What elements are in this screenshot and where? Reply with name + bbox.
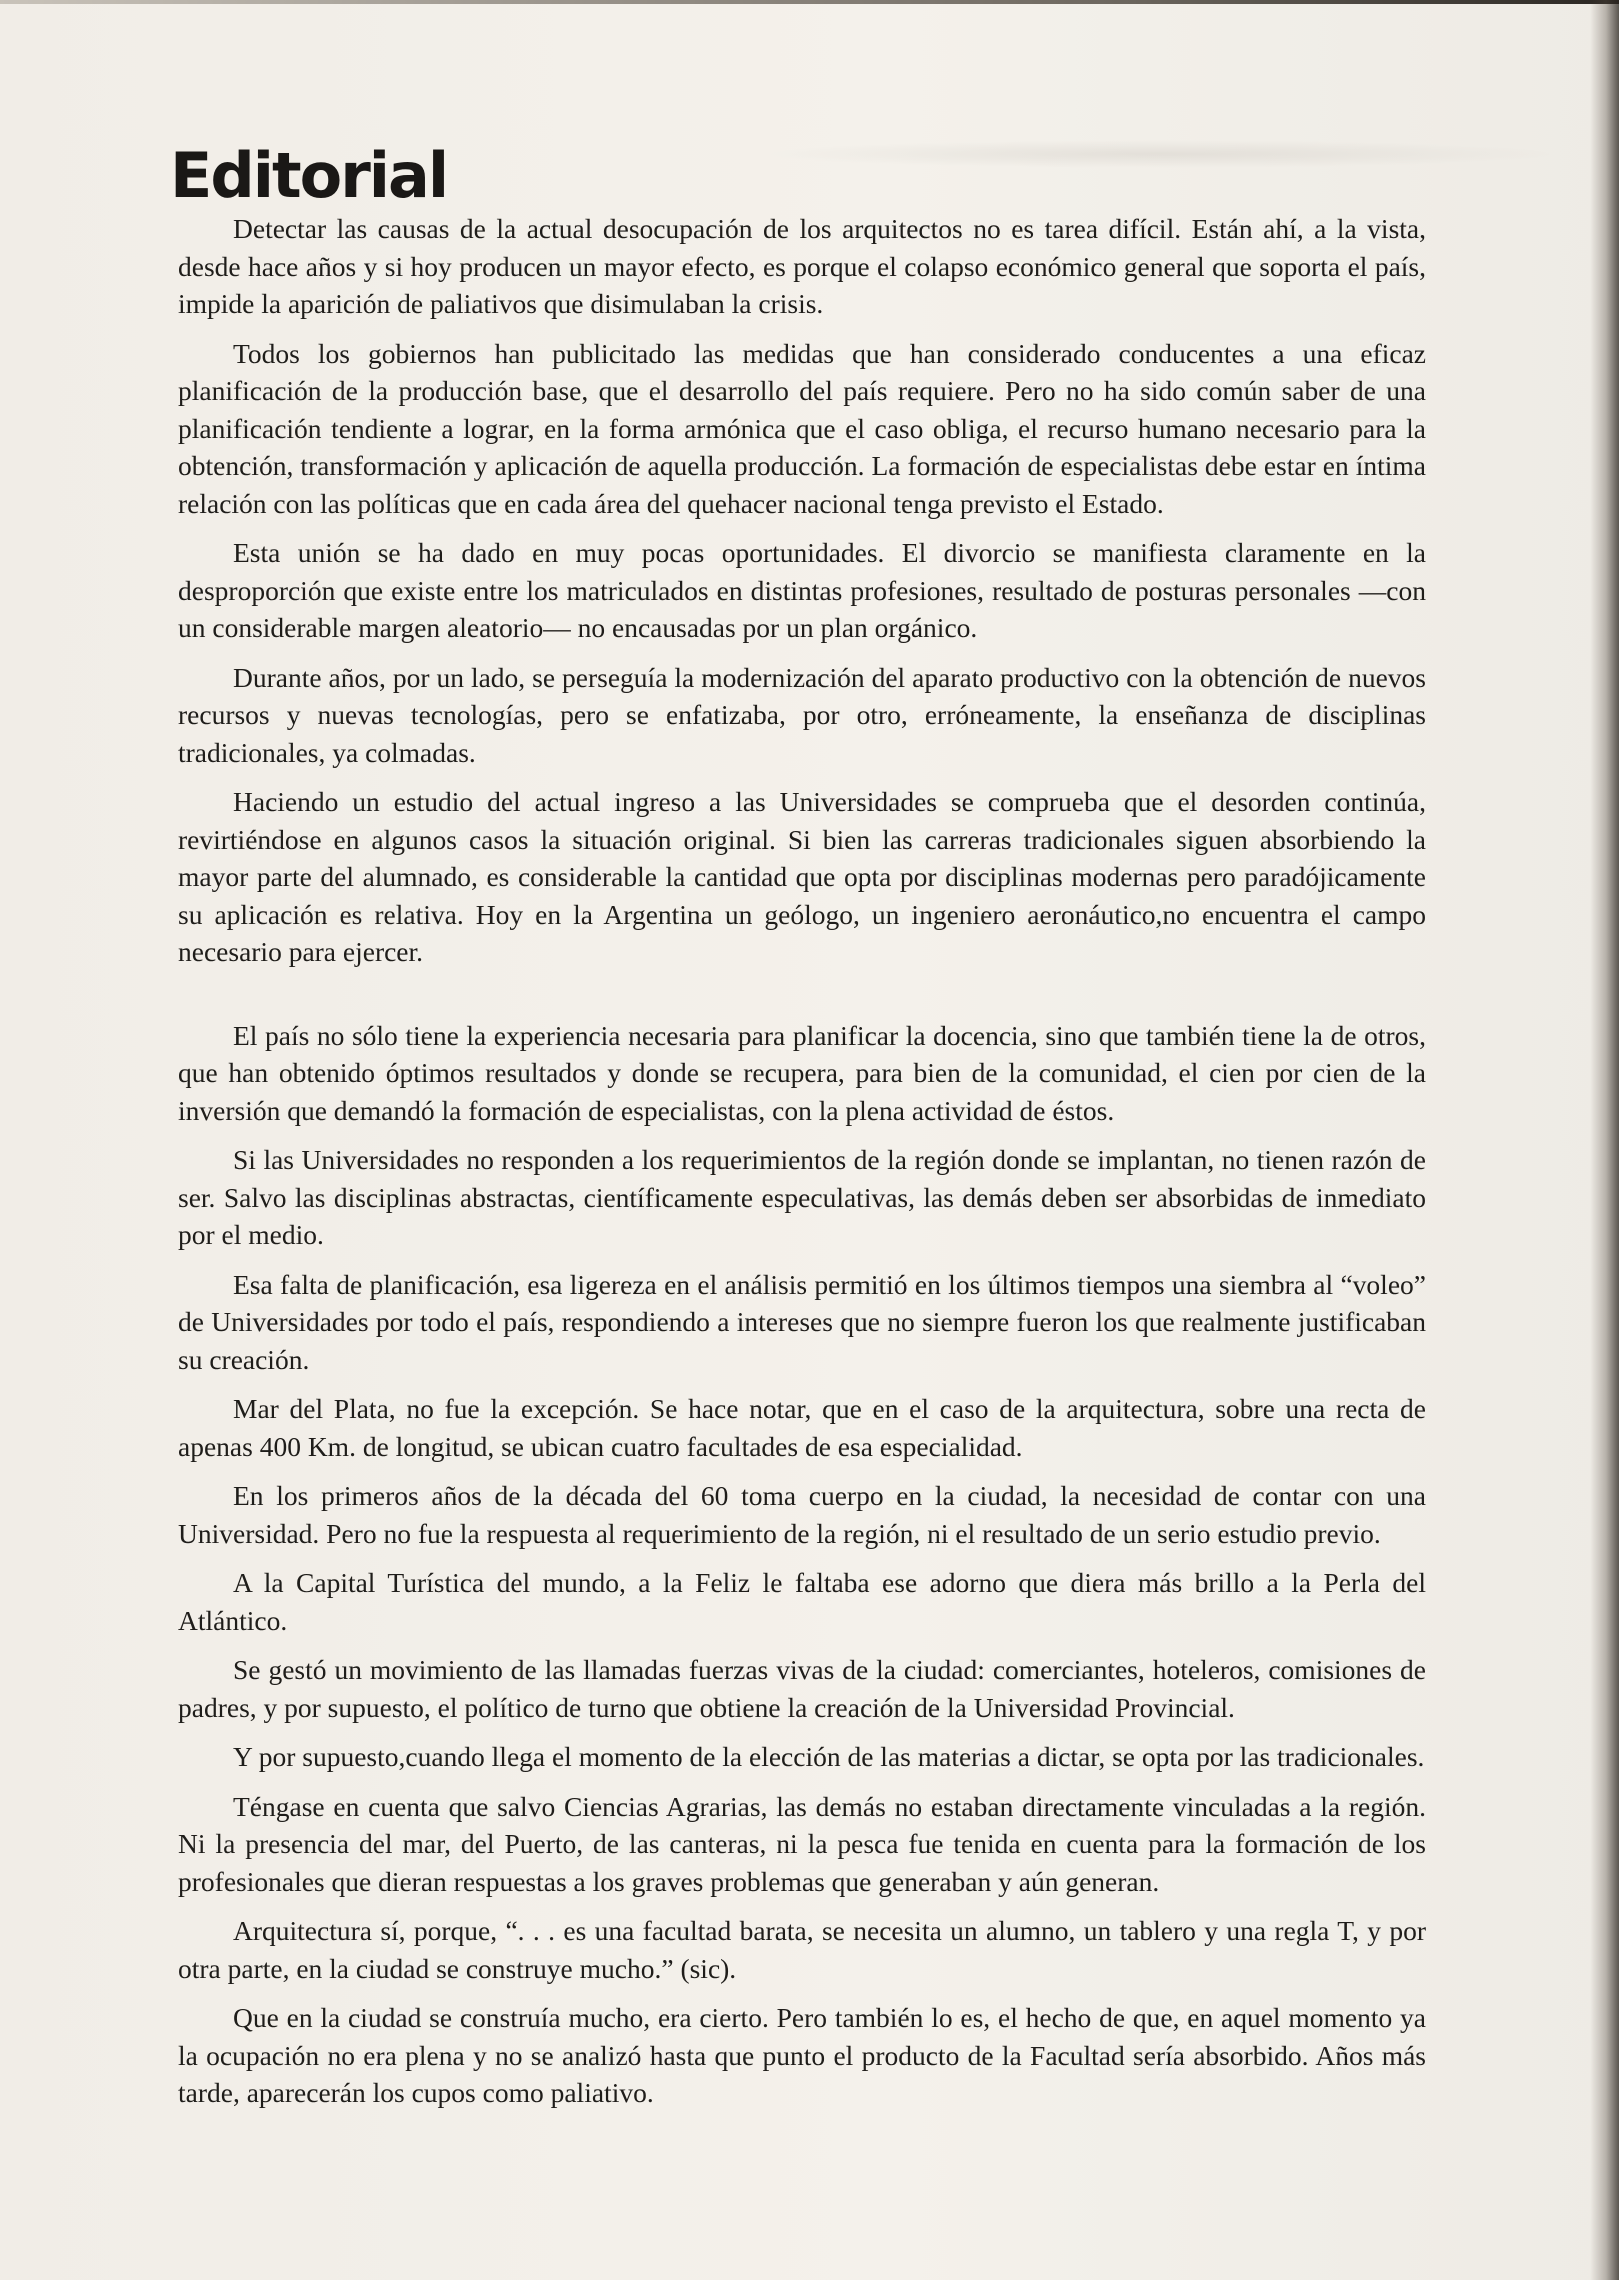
paragraph-10: En los primeros años de la década del 60 toma cuerpo en la ciudad, la necesidad de contar con una Universidad. Pero no fue la respuesta al requerimiento de la región, ni el resultado de un serio estudio previo. <box>178 1480 1426 1549</box>
paragraph-4: Durante años, por un lado, se perseguía la modernización del aparato productivo con la obtención de nuevos recursos y nuevas tecnologías, pero se enfatizaba, por otro, erróneamente, la enseñanza de disciplinas tradicionales, ya colmadas. <box>178 661 1426 768</box>
paragraph-2: Todos los gobiernos han publicitado las medidas que han considerado conducentes a una eficaz planificación de la producción base, que el desarrollo del país requiere. Pero no ha sido común saber de una planificación tendiente a lograr, en la forma armónica que el caso obliga, el recurso humano necesario para la obtención, transformación y aplicación de aquella producción. La formación de especialistas debe estar en íntima relación con las políticas que en cada área del quehacer nacional tenga previsto el Estado. <box>178 337 1426 519</box>
editorial-body <box>178 210 1426 2124</box>
paragraph-5: Haciendo un estudio del actual ingreso a las Universidades se comprueba que el desorden continúa, revirtiéndose en algunos casos la situación original. Si bien las carreras tradicionales siguen absorbiendo la mayor parte del alumnado, es considerable la cantidad que opta por disciplinas modernas pero paradójicamente su aplicación es relativa. Hoy en la Argentina un geólogo, un ingeniero aeronáutico,no encuentra el campo necesario para ejercer. <box>178 786 1426 967</box>
page-title: Editorial <box>170 139 448 212</box>
paragraph-11: A la Capital Turística del mundo, a la Feliz le faltaba ese adorno que diera más brillo a la Perla del Atlántico. <box>178 1567 1426 1636</box>
paragraph-14: Téngase en cuenta que salvo Ciencias Agrarias, las demás no estaban directamente vinculadas a la región. Ni la presencia del mar, del Puerto, de las canteras, ni la pesca fue tenida en cuenta para la formación de los profesionales que dieran respuestas a los graves problemas que generaban y aún generan. <box>178 1790 1426 1897</box>
paragraph-3: Esta unión se ha dado en muy pocas oportunidades. El divorcio se manifiesta claramente en la desproporción que existe entre los matriculados en distintas profesiones, resultado de posturas personales —con un considerable margen aleatorio— no encausadas por un plan orgánico. <box>178 537 1426 643</box>
paragraph-16: Que en la ciudad se construía mucho, era cierto. Pero también lo es, el hecho de que, en aquel momento ya la ocupación no era plena y no se analizó hasta que punto el producto de la Facultad sería absorbido. Años más tarde, aparecerán los cupos como paliativo. <box>178 2002 1426 2108</box>
binding-shadow <box>1590 0 1619 2280</box>
page-top-edge <box>0 0 1619 4</box>
scan-smudge <box>760 140 1560 168</box>
paragraph-8: Esa falta de planificación, esa ligereza en el análisis permitió en los últimos tiempos una siembra al “voleo” de Universidades por todo el país, respondiendo a intereses que no siempre fueron los que realmente justificaban su creación. <box>178 1268 1426 1375</box>
paragraph-13: Y por supuesto,cuando llega el momento de la elección de las materias a dictar, se opta por las tradicionales. <box>233 1741 1425 1772</box>
paragraph-1: Detectar las causas de la actual desocupación de los arquitectos no es tarea difícil. Están ahí, a la vista, desde hace años y si hoy producen un mayor efecto, es porque el colapso económico general que soporta el país, impide la aparición de paliativos que disimulaban la crisis. <box>178 213 1426 319</box>
paragraph-6: El país no sólo tiene la experiencia necesaria para planificar la docencia, sino que también tiene la de otros, que han obtenido óptimos resultados y donde se recupera, para bien de la comunidad, el cien por cien de la inversión que demandó la formación de especialistas, con la plena actividad de éstos. <box>178 1019 1426 1126</box>
paragraph-9: Mar del Plata, no fue la excepción. Se hace notar, que en el caso de la arquitectura, sobre una recta de apenas 400 Km. de longitud, se ubican cuatro facultades de esa especialidad. <box>178 1393 1426 1462</box>
paragraph-12: Se gestó un movimiento de las llamadas fuerzas vivas de la ciudad: comerciantes, hoteleros, comisiones de padres, y por supuesto, el político de turno que obtiene la creación de la Universidad Provincial. <box>178 1654 1426 1723</box>
paragraph-7: Si las Universidades no responden a los requerimientos de la región donde se implantan, no tienen razón de ser. Salvo las disciplinas abstractas, científicamente especulativas, las demás deben ser absorbidas de inmediato por el medio. <box>178 1144 1426 1250</box>
paragraph-15: Arquitectura sí, porque, “. . . es una facultad barata, se necesita un alumno, un tablero y una regla T, y por otra parte, en la ciudad se construye mucho.” (sic). <box>178 1915 1426 1984</box>
